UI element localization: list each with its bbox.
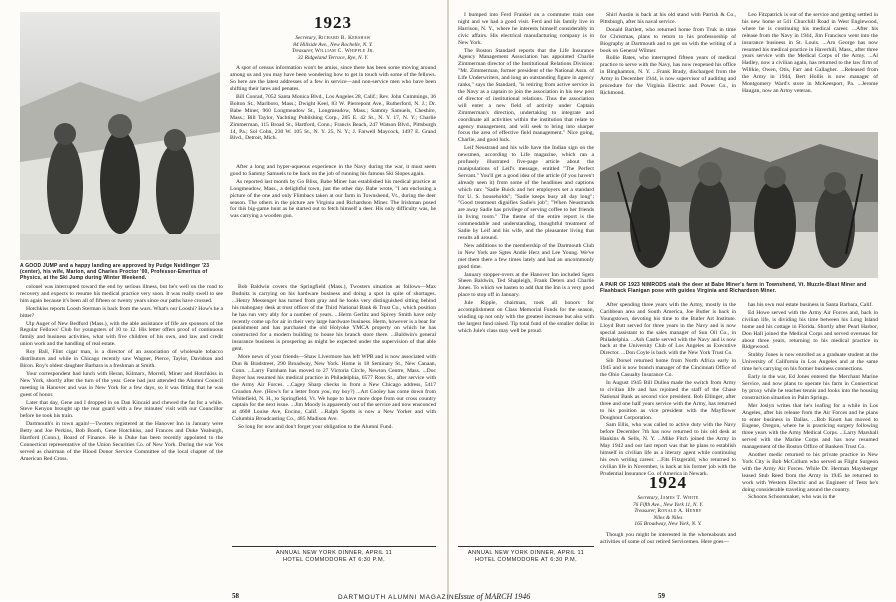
right-col-e-paragraph-7: Schoons Schoonmaker, who was in the xyxy=(748,494,836,501)
right-col-e-paragraph-6: Another medic returned to his private practice in New York City is Bob McCollum who served as Flight Surgeon with the Army Air Forces. While Dr. Herman Maysberger leased Stub Reed from the Army in 1945 he returned to work with Western Electric and as Engineer of Tests he's doing considerable traveling around the country. xyxy=(742,452,878,493)
right-col-a-paragraph-4: New additions to the membership of the Dartmouth Club in New York are Sgtes Andie Herz and Lee Young. We've met them there a few times lately and had an uncommonly good time. xyxy=(458,242,594,270)
nimrods-photo xyxy=(600,132,878,278)
page-number-right: 59 xyxy=(658,592,665,600)
col-a-paragraph-3: After a long and hyper-aqueous experience in the Navy during the war, it must seem good to Sammy Samuels to be back on the job of running his famous Ski Slopes again. xyxy=(230,164,436,177)
col-b-paragraph-1: colonel was interrupted toward the end by serious illness, but he's well on the road to recovery and expects to resume his medical practice very soon. It was really swell to see him again because it's been all of fifteen or twenty years since our paths have crossed. xyxy=(20,284,223,304)
col-b-paragraph-5: Your correspondent had lunch with Heran, Kilmarx, Morrell, Miner and Hotchkiss in New York, shortly after the turn of the year. Gene had just attended the Alumni Council meeting in Hanover and was in New York for a few days, so it was fitting that he was guest of honor. xyxy=(20,370,223,398)
column-1923-continued xyxy=(230,164,436,276)
right-col-d-paragraph-3: In August 1945 Bill Dullea made the switch from Army to civilian life and has rejoined the staff of the Chase National Bank as second vice president. Bob Ellinger, after three and one half years service with the Army, has returned to his position as vice president with the Mayflower Doughnut Corporation. xyxy=(600,379,736,421)
treasurer-1923-address: 32 Ridgeland Terrace, Rye, N. Y. xyxy=(297,54,369,61)
col-a-paragraph-2: Bill Conrad, 7052 Santa Monica Blvd., Los Angeles 28, Calif.; Rev. John Cummings, 36 Bolton St., Marlboro, Mass.; Dwight Keel, 83 W. Pierrepont Ave., Rutherford, N. J.; Dr. Babe Miner, 960 Longmeadow St., Longmeadow, Mass.; Sammy Samuels, Cheshire, Mass.; Bill Taylor, Yachting Publishing Corp., 205 E. 42 St., N. Y. 17, N. Y.; Charlie Zimmerman, 115 Broad St., Hartford, Conn.; Francis Beach, 247 Watson Blvd., Pittsburgh 14, Pa.; Sol Cohn, 230 W. 105 St., N. Y. 25, N. Y.; J. Farwell Maycock, 1497 E. Grand Blvd., Detroit, Mich. xyxy=(230,94,436,142)
right-col-d-paragraph-1: After spending three years with the Army, mostly in the Caribbean area and South America, Joe Butler is back in Youngstown, devoting his time to the Butler Art Institute. Lloyd Butt served for three years in the Navy and is now special assistant to the sales manager of Sun Oil Co., in Philadelphia. ...Ash Castle served with the Navy and is now back at the University Club of Los Angeles as Executive Director. ...Don Coyle is back with the New York Trust Co. xyxy=(600,302,736,357)
left-lower-column-1 xyxy=(20,284,223,580)
right-column-3-top xyxy=(742,12,878,128)
secretary-1923: Secretary, Richard B. Kershaw xyxy=(295,35,371,41)
annual-dinner-notice-left: ANNUAL NEW YORK DINNER, APRIL 11 HOTEL COMMODORE AT 6:30 P.M. xyxy=(232,546,436,564)
right-page xyxy=(458,12,878,601)
right-col-a-paragraph-1: I bumped into Ferd Frankel on a commuter train one night and we had a good visit. Ferd and his family live in Harrison, N. Y., where he interests himself considerably in civic affairs. His electrical manufacturing company is in New York. xyxy=(458,12,594,46)
issue-label: Issue of MARCH 1946 xyxy=(458,592,531,601)
treasurer-1924-address: 165 Broadway, New York, N. Y. xyxy=(634,521,702,528)
class-1924-heading xyxy=(600,474,736,528)
magazine-name: DARTMOUTH ALUMNI MAGAZINE xyxy=(338,594,460,601)
treasurer-1924: Treasurer, Ronald A. Henry xyxy=(634,508,702,515)
right-col-b-paragraph-1: Shirl Austin is back at his old stand with Parrish & Co., Pittsburgh, after his naval service. xyxy=(600,12,736,25)
right-col-a-paragraph-3: Leif Neustrand and his wife have the Indian sign on the newsmen, according to Life magazine, which ran a profusely illustrated five-page article about the manipulations of Leif's message, entitled "The Perfect Servant." You'll get a good idea of the article (if you haven't already seen it) from some of the headlines and captions which ran: "Sadie Buick and her employers set a standard for U. S. households"; "Sadie keeps busy all day long"; "Good treatment dignifies Sadie's job"; "When Neustrands are away Sadie has privilege of serving coffee to her friends in living room." The theme of the entire report is the commendable and understanding, thoughtful treatment of Sadie by Leif and his wife, and the pleasanter living that results all around. xyxy=(458,145,594,241)
right-col-e-paragraph-1: has his own real estate business in Santa Barbara, Calif. xyxy=(748,302,873,308)
right-col-e-paragraph-5: Mer Joslyn writes that he's loafing for a while in Los Angeles, after his release from the Air Forces and he plans to enter business in Dallas. ...Bob Knott has moved to Eugene, Oregon, where he is practicing surgery following three years with the Army Medical Corps. ...Larry Marshall served with the Marine Corps and has now resumed management of the Boston Office of Bankers Trust Co. xyxy=(742,402,878,451)
class-1924-block xyxy=(600,472,736,580)
class-year-1923: 1923 xyxy=(314,13,352,32)
col-b-paragraph-2: Hotchkiss reports Loosh Sterman is back from the wars. What's our Looshi? How's he a bitter? xyxy=(20,305,223,319)
right-column-2-top xyxy=(600,12,736,128)
left-lower-column-2 xyxy=(232,284,436,540)
col-b-paragraph-4: Roy Ball, Flint cigar man, is a director of an association of wholesale tobacco distributors and while in Chicago recently saw Wagner, Pierce, Taylor, Davidson and Biron. Roy's oldest daughter Barbara is a freshman at Smith. xyxy=(20,349,223,369)
right-column-1 xyxy=(458,12,594,520)
treasurer-1923: Treasurer, William C. Whipple Jr. xyxy=(291,48,375,55)
class-year-1924: 1924 xyxy=(649,473,687,492)
left-page xyxy=(20,12,460,601)
right-col-e-paragraph-3: Stubby Jones is now enrolled as a graduate student at the University of California in Los Angeles and at the same time he's carrying on his former business connections. xyxy=(742,352,878,373)
col-c-paragraph-2: More news of your friends—Shaw Livermore has left WPB and is now associated with Dun & Bradstreet, 290 Broadway, New York. Home is 18 Seminary St., New Canaan, Conn. ...Larry Farnham has moved to 27 Victoria Circle, Newton Centre, Mass. ...Doc Boyer has resumed his medical practice in Philadelphia, 6577 Ross St., after service with the Army Air Forces. ...Cagey Sharp checks in from a New Chicago address, 5417 Croadon Ave. (How's for a letter from you, my boy?) ...Art Cooley has come down from Whitefield, N. H., to Springfield, Vt. We hope to have more dope from our cross country captain for the next issue. ...Jim Moody is apparently out of the service and now ensconced at 4608 Louise Ave, Encino, Calif. ...Ralph Spotts is now a New Yorker and with Columbia Broadcasting Co., 485 Madison Ave. xyxy=(232,354,436,423)
col-b-paragraph-7: Dartmouth's in town again!—Twoters registered at the Hanover Inn in January were Betty and Joe Perkins, Bob Booth, Gene Hotchkiss, and Frances and Duke Yeaburgh, Hartford (Conn.), Board of Finance. He is Duke has been recently appointed to the Connecticut representative of the Union Securities Co. of New York. During the war Vos served as chairman of the Blood Donor Service Committee of the local chapter of the American Red Cross. xyxy=(20,421,223,462)
nimrods-caption: A PAIR OF 1923 NIMRODS stalk the deer at Babe Miner's farm in Townshend, Vt. Muzzle-Blast Miner and Flashback Flanigan pose with guides Virginia and Richardson Miner. xyxy=(600,282,867,294)
secretary-1924: Secretary, James T. White xyxy=(637,495,699,501)
right-col-a-paragraph-5: January stopper-overs at the Hanover Inn included Sgets Sheen Baldwin, Ted Shapleigh, Frank Deters and Charlie Jones. To which we hasten to add that the Inn is a very good place to stop off in January. xyxy=(458,271,594,299)
right-col-b-paragraph-3: Rollie Bates, who interrupted fifteen years of medical practice to serve with the Navy, has now reopened his office in Binghamton, N. Y. ...Frank Brady, discharged from the Army in December 1944, is now supervisor of auditing and procedure for the Virginia Electric and Power Co., in Richmond. xyxy=(600,55,736,96)
page-number-left: 58 xyxy=(232,592,239,600)
col-a-paragraph-1: A spot of census information won't be amiss, since there has been some moving around among us and you may have been wondering how to get in touch with some of the fellows. So here are the latest addresses of a few in service—and non-service men who have been shifting their lares and penates. xyxy=(230,65,436,93)
ski-jump-caption: A GOOD JUMP and a happy landing are approved by Pudge Neidlinger '23 (center), his wife, Marion, and Charles Proctor '00, Professor-Emeritus of Physics, at the Ski Jump during Winter Weekend. xyxy=(20,263,210,281)
col-b-paragraph-6: Later that day, Gene and I dropped in on Dan Kincaid and chewed the fat for a while. Steve Kenyon brought up the rear guard with a few minutes' visit with our Councillor before he took his train. xyxy=(20,399,223,420)
right-col-d-paragraph-2: Sib Dorsel returned home from North Africa early in 1945 and is now branch manager of the Cincinnati Office of the Ohio Casualty Insurance Co. xyxy=(600,358,736,379)
right-col-a-paragraph-2: The Boston Standard reports that the Life Insurance Agency Management Association has appointed Charlie Zimmerman director of the Institutional Relations Division: "Mr. Zimmerman, former president of the National Assn. of Life Underwriters, and long an outstanding figure in agency ranks," says the Standard, "is retiring from active service in the Navy as a captain to join the association in his new post of director of institutional relations. Thus the association will enter a new field of activity under Captain Zimmerman's direction, undertaking to integrate and coordinate all activities within the institution that relate to agency management, and will seek to bring into sharper focus the area of effective field management." Nice going, Charlie, and good luck. xyxy=(458,47,594,144)
secretary-1924-address: 76 Fifth Ave., New York 11, N. Y. xyxy=(632,501,704,508)
right-col-e-paragraph-4: Early in the war, Ed Jones entered the Merchant Marine Service, and now plans to operate his farm in Connecticut by proxy while he teaches tennis and looks into the housing construction situation in Palm Springs. xyxy=(742,374,878,401)
right-col-d-paragraph-4: Sam Ellis, who was called to active duty with the Navy before December 7th has now returned to his old desk at Hankins & Sells, N. Y. ...Mike Fitch joined the Army in May 1942 and our last report was that he plans to establish himself in civilian life as a literary agent while continuing his own writing career. ...Fits Fitzgerald, who returned to civilian life in November, is back at his former job with the Prudential Insurance Co. of America in Newark. xyxy=(600,422,736,477)
right-col-b-paragraph-2: Donald Bartlett, who returned home from Truk in time for Christmas, plans to return to his professorship of Biography at Dartmouth and to get on with the writing of a book on General Wilmer. xyxy=(600,26,736,54)
right-col-a-paragraph-6: Jule Ripple, chairman, took all honors for accomplishment on Class Memorial Funds for the season, winding up not only with the greatest increase but also with the largest fund raised. Tip total fund of the smaller dollar in which Jule's class may well be proud. xyxy=(458,300,594,334)
treasurer-1924-firm: Niles & Niles xyxy=(653,514,683,521)
right-col-c-paragraph-1: Leo Fitzpatrick is out of the service and getting settled in his new home at 541 Churchill Road in West Englewood, where he is continuing his medical career. ...After his release from the Navy in 1944, Jim Francisco went into the insurance business in St. Louis. ...Arn George has now resumed his medical practice in Haverhill, Mass., after three years service with the Medical Corps of the Army. ...Al Hadley, now a civilian again, has returned to the law firm of Willkie, Owen, Otis, Farr and Gallagher. ...Released from the Army in 1944, Bert Hollis is now manager of Montgomery Ward's store in McKeesport, Pa. ...Jerome Haugan, now an Army veteran. xyxy=(742,12,878,94)
column-1923-header xyxy=(230,12,436,162)
col-a-paragraph-4: As reported last month by Go Bliss, Babe Miner has established his medical practice at Longmeadow, Mass., a delightful town, just the other day. Babe wrote, "I am enclosing a picture of the one and only Flimbacs taken at our farm in Townshend, Vt., during the deer season. The others in the picture are Virginia and Richardson Miner. The Irishman posed for this big-game hunt as he started out to fetch himself a deer. His only difficulty was, he was carrying a wooden gun. xyxy=(230,178,436,220)
secretary-1923-address: 84 Hillside Ave., New Rochelle, N. Y. xyxy=(293,41,373,48)
class-1924-paragraph-1: Though you might be interested in the whereabouts and activities of some of our retired Servicemen. Here goes— xyxy=(600,531,736,545)
page-gutter xyxy=(447,0,449,600)
annual-dinner-notice-right: ANNUAL NEW YORK DINNER, APRIL 11 HOTEL COMMODORE AT 6:30 P.M. xyxy=(458,546,594,564)
right-col-e-paragraph-2: Ed Howe served with the Army Air Forces and, back in civilian life, is dividing his time between his Long Island home and his cottage in Florida. Shortly after Pearl Harbor, Don Hall joined the Medical Corps and served overseas for about three years, returning to his medical practice in Ridgewood. xyxy=(742,309,878,351)
col-c-paragraph-3: So long for now and don't forget your obligation to the Alumni Fund. xyxy=(238,424,393,431)
ski-jump-photo xyxy=(20,12,220,260)
class-1923-heading xyxy=(230,14,436,61)
col-b-paragraph-3: Ulp Auger of New Bedford (Mass.), with the able assistance of fife are sponsors of the Regular Fellows' Club for youngsters of 10 to 12. His letter offers proof of continuous family and business activities, what with five children of his own, and law and credit union work and the handling of real estate. xyxy=(20,320,223,348)
right-column-2-bottom xyxy=(600,302,736,477)
col-c-paragraph-1: Bob Baldwin covers the Springfield (Mass.), Twosters situation as follows—Max Budnitz is carrying on his hardware business and doing a spot in spite of shortages. ...Henry Messenger has turned from gray and he looks very distinguished sitting behind his mahogany desk at trust officer of the Third National Bank & Trust Co., which position he has run very ably for a number of years. ...Herm Gerlitz and Spivey Smith have only recently come up for air in their very large hardware business. Herm, however is a bear for punishment and has purchased the old Holyoke YMCA property on which he has constructed for a modern building to house his branch store there. ...Baldwin's general insurance business is prospering as might be expected under the supervision of that able gent. xyxy=(232,284,436,353)
right-column-3-bottom xyxy=(742,302,878,540)
